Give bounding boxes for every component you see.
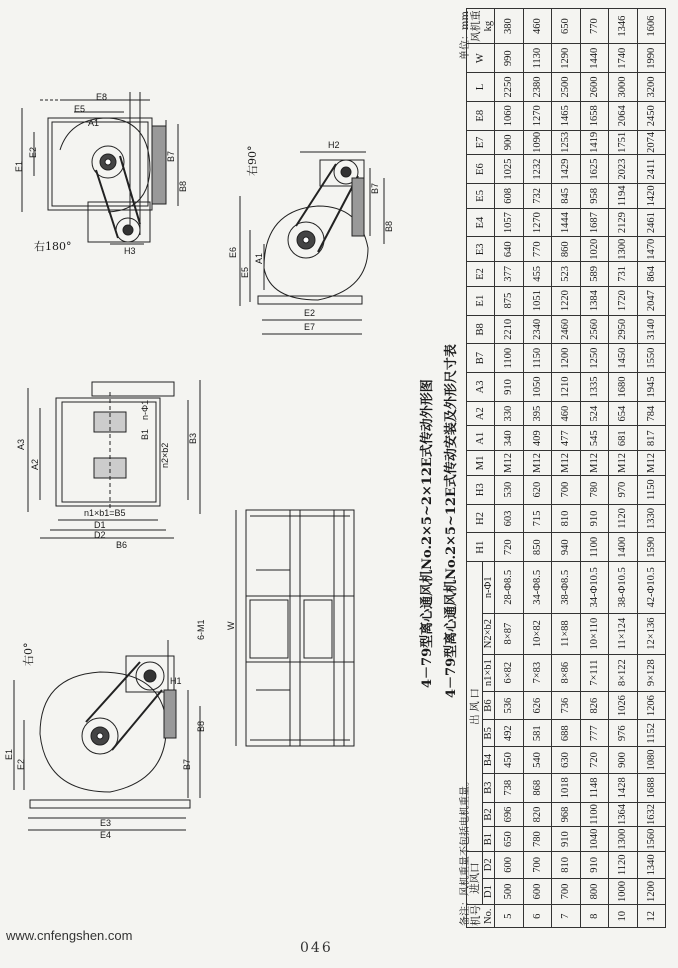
table-cell: 28-Φ8.5 <box>495 562 524 613</box>
table-cell: 968 <box>552 802 581 827</box>
table-cell: 860 <box>552 237 581 262</box>
table-cell-no: 5 <box>495 905 524 928</box>
table-cell: 1440 <box>580 44 609 73</box>
table-cell: 10×82 <box>523 613 552 654</box>
table-cell: 1050 <box>523 373 552 402</box>
label-n2xb2: n2×b2 <box>160 442 170 468</box>
table-cell: 696 <box>495 802 524 827</box>
table-cell: 492 <box>495 720 524 747</box>
table-cell: 409 <box>523 426 552 451</box>
header-A1: A1 <box>467 426 495 451</box>
label-B7-right: B7 <box>370 182 380 194</box>
header-machine: 机号 No. <box>467 905 495 928</box>
header-n-phi1: n-Φ1 <box>483 562 495 613</box>
label-E2-bottom: E2 <box>16 758 26 770</box>
header-A2: A2 <box>467 401 495 426</box>
table-cell: 395 <box>523 401 552 426</box>
table-cell: 1560 <box>637 827 666 852</box>
table-cell: 1018 <box>552 773 581 802</box>
table-cell: 2074 <box>637 130 666 155</box>
header-A3: A3 <box>467 373 495 402</box>
table-cell: 603 <box>495 504 524 533</box>
header-D2: D2 <box>483 851 495 878</box>
table-cell: 1040 <box>580 827 609 852</box>
table-cell: 976 <box>609 720 638 747</box>
header-E2: E2 <box>467 262 495 287</box>
table-cell: 700 <box>523 851 552 878</box>
table-cell: 1200 <box>552 344 581 373</box>
table-cell: 1051 <box>523 286 552 315</box>
table-cell: 1990 <box>637 44 666 73</box>
label-E1-bottom: E1 <box>4 748 14 760</box>
table-cell: 826 <box>580 691 609 720</box>
table-cell: 8×122 <box>609 654 638 691</box>
table-cell: 1232 <box>523 155 552 184</box>
header-M1: M1 <box>467 451 495 476</box>
table-cell: 1606 <box>637 9 666 44</box>
table-cell: 800 <box>580 878 609 905</box>
table-cell: 377 <box>495 262 524 287</box>
table-cell: 1340 <box>637 851 666 878</box>
table-cell: M12 <box>609 451 638 476</box>
label-E4-bottom: E4 <box>100 830 112 840</box>
table-cell: 2023 <box>609 155 638 184</box>
table-cell: 654 <box>609 401 638 426</box>
table-cell: 910 <box>580 504 609 533</box>
table-cell: 1945 <box>637 373 666 402</box>
header-E4: E4 <box>467 208 495 237</box>
table-cell: 1100 <box>580 533 609 562</box>
label-6-M1: 6-M1 <box>196 619 206 640</box>
dimension-table-rotator <box>466 0 678 928</box>
table-cell: 650 <box>495 827 524 852</box>
view-rot180 <box>22 92 178 244</box>
table-cell: 1680 <box>609 373 638 402</box>
table-cell: 1450 <box>609 344 638 373</box>
table-cell: 1150 <box>523 344 552 373</box>
table-cell: 1335 <box>580 373 609 402</box>
footnote: 备注：风机重量不包括电机重量。 <box>460 776 471 926</box>
dimension-table-wrapper <box>466 0 678 928</box>
table-cell: 1400 <box>609 533 638 562</box>
table-cell: 608 <box>495 184 524 209</box>
header-B8: B8 <box>467 315 495 344</box>
table-cell: 900 <box>609 747 638 774</box>
table-cell: 477 <box>552 426 581 451</box>
header-W: W <box>467 44 495 73</box>
table-cell: 715 <box>523 504 552 533</box>
table-cell: 1148 <box>580 773 609 802</box>
table-cell: 524 <box>580 401 609 426</box>
table-cell: 1130 <box>523 44 552 73</box>
table-cell: 8×86 <box>552 654 581 691</box>
table-cell: 780 <box>580 475 609 504</box>
table-cell: 540 <box>523 747 552 774</box>
label-E2-top: E2 <box>28 146 38 158</box>
table-cell: 2560 <box>580 315 609 344</box>
table-cell: 700 <box>552 475 581 504</box>
label-B6: B6 <box>116 540 128 550</box>
label-B7-bottom: B7 <box>182 758 192 770</box>
header-N2xb2: N2×b2 <box>483 613 495 654</box>
table-cell: 1080 <box>637 747 666 774</box>
table-cell: 1057 <box>495 208 524 237</box>
label-E6-right: E6 <box>228 246 238 258</box>
table-cell: 1470 <box>637 237 666 262</box>
label-H1-bottom: H1 <box>170 676 182 686</box>
drawing-title: 4－79型离心通风机No.2×5~2×12E式传动外形图 <box>420 379 435 688</box>
table-cell: 1751 <box>609 130 638 155</box>
table-row <box>523 9 552 928</box>
header-B2: B2 <box>483 802 495 827</box>
header-outlet: 出 风 口 <box>467 562 483 852</box>
label-B7-top: B7 <box>166 150 176 162</box>
header-B1: B1 <box>483 827 495 852</box>
table-cell: 1200 <box>637 878 666 905</box>
label-A1-top: A1 <box>88 118 100 128</box>
label-H2-right: H2 <box>328 140 340 150</box>
label-E5-top: E5 <box>74 104 86 114</box>
dimension-table <box>466 8 666 928</box>
table-cell: 3200 <box>637 73 666 102</box>
table-cell: 731 <box>609 262 638 287</box>
header-B4: B4 <box>483 747 495 774</box>
label-A1-right: A1 <box>254 252 264 264</box>
table-cell-no: 10 <box>609 905 638 928</box>
header-H1: H1 <box>467 533 495 562</box>
table-cell: 1658 <box>580 101 609 130</box>
header-E6: E6 <box>467 155 495 184</box>
label-E2-right: E2 <box>304 308 316 318</box>
header-B5: B5 <box>483 720 495 747</box>
label-B8-top: B8 <box>178 180 188 192</box>
table-cell: 500 <box>495 878 524 905</box>
table-cell: 9×128 <box>637 654 666 691</box>
table-cell: 1206 <box>637 691 666 720</box>
table-cell: 536 <box>495 691 524 720</box>
header-L: L <box>467 73 495 102</box>
label-n-phi1: n-Φ1 <box>140 399 150 420</box>
label-H3-top: H3 <box>124 246 136 256</box>
table-cell: M12 <box>637 451 666 476</box>
table-cell: 1253 <box>552 130 581 155</box>
table-cell: 1250 <box>580 344 609 373</box>
header-E1: E1 <box>467 286 495 315</box>
table-cell: 530 <box>495 475 524 504</box>
view-base-frame <box>236 510 354 746</box>
table-cell: 1429 <box>552 155 581 184</box>
table-cell: 7×111 <box>580 654 609 691</box>
table-cell: 1300 <box>609 237 638 262</box>
table-cell: 1465 <box>552 101 581 130</box>
table-cell: 720 <box>580 747 609 774</box>
table-cell: 900 <box>495 130 524 155</box>
label-E7-right: E7 <box>304 322 316 332</box>
table-cell: 640 <box>495 237 524 262</box>
table-cell: 784 <box>637 401 666 426</box>
table-cell: 1152 <box>637 720 666 747</box>
label-B8-bottom: B8 <box>196 720 206 732</box>
header-D1: D1 <box>483 878 495 905</box>
header-B6: B6 <box>483 691 495 720</box>
table-cell: 1194 <box>609 184 638 209</box>
table-cell: 455 <box>523 262 552 287</box>
table-cell: 1625 <box>580 155 609 184</box>
table-cell: 1270 <box>523 208 552 237</box>
label-E1-top: E1 <box>14 160 24 172</box>
table-cell: 626 <box>523 691 552 720</box>
table-cell: 845 <box>552 184 581 209</box>
label-rot180: 右180° <box>34 240 72 253</box>
table-cell: 2411 <box>637 155 666 184</box>
view-rot0 <box>14 640 200 830</box>
view-rot90 <box>240 152 384 334</box>
table-cell: 2064 <box>609 101 638 130</box>
table-cell: 2047 <box>637 286 666 315</box>
table-cell: 1020 <box>580 237 609 262</box>
label-A3: A3 <box>16 438 26 450</box>
table-cell: 970 <box>609 475 638 504</box>
table-cell-no: 7 <box>552 905 581 928</box>
table-cell: 2250 <box>495 73 524 102</box>
table-cell: 620 <box>523 475 552 504</box>
label-B8-right: B8 <box>384 220 394 232</box>
table-cell: 460 <box>523 9 552 44</box>
table-cell: 1000 <box>609 878 638 905</box>
table-cell: 2950 <box>609 315 638 344</box>
table-cell: 330 <box>495 401 524 426</box>
table-cell: 990 <box>495 44 524 73</box>
table-cell-no: 12 <box>637 905 666 928</box>
table-cell: 340 <box>495 426 524 451</box>
table-cell: 450 <box>495 747 524 774</box>
table-row <box>637 9 666 928</box>
table-cell-no: 8 <box>580 905 609 928</box>
table-row <box>495 9 524 928</box>
table-cell: 11×124 <box>609 613 638 654</box>
table-cell: 770 <box>580 9 609 44</box>
table-cell: 910 <box>580 851 609 878</box>
table-cell: 780 <box>523 827 552 852</box>
table-cell: 42-Φ10.5 <box>637 562 666 613</box>
table-cell: 650 <box>552 9 581 44</box>
table-cell: 1120 <box>609 504 638 533</box>
table-cell: 589 <box>580 262 609 287</box>
label-rot90: 右90° <box>246 145 259 176</box>
label-B3: B3 <box>188 432 198 444</box>
table-cell: 1150 <box>637 475 666 504</box>
table-title: 4－79型离心通风机No.2×5~12E式传动安装及外形尺寸表 <box>444 344 459 698</box>
header-E8: E8 <box>467 101 495 130</box>
header-E5: E5 <box>467 184 495 209</box>
table-cell: 460 <box>552 401 581 426</box>
header-inlet: 进风口 <box>467 851 483 904</box>
table-cell: 681 <box>609 426 638 451</box>
table-cell: 864 <box>637 262 666 287</box>
table-cell: 1687 <box>580 208 609 237</box>
table-cell: 1384 <box>580 286 609 315</box>
table-cell: 958 <box>580 184 609 209</box>
table-cell: 1100 <box>580 802 609 827</box>
table-cell: 380 <box>495 9 524 44</box>
header-B7: B7 <box>467 344 495 373</box>
table-cell: 817 <box>637 426 666 451</box>
table-cell: 1688 <box>637 773 666 802</box>
table-cell: 2460 <box>552 315 581 344</box>
table-cell: 1720 <box>609 286 638 315</box>
table-cell: 738 <box>495 773 524 802</box>
table-cell: 1330 <box>637 504 666 533</box>
label-E3-bottom: E3 <box>100 818 112 828</box>
table-cell: 875 <box>495 286 524 315</box>
table-row <box>580 9 609 928</box>
label-A2: A2 <box>30 458 40 470</box>
table-cell: 1100 <box>495 344 524 373</box>
table-cell: 600 <box>495 851 524 878</box>
table-cell: 1346 <box>609 9 638 44</box>
table-cell: 2450 <box>637 101 666 130</box>
label-n1xb1: n1×b1=B5 <box>84 508 126 518</box>
table-cell: 1026 <box>609 691 638 720</box>
table-cell: 720 <box>495 533 524 562</box>
table-cell: 1632 <box>637 802 666 827</box>
table-cell: 820 <box>523 802 552 827</box>
table-cell: 850 <box>523 533 552 562</box>
table-cell: 770 <box>523 237 552 262</box>
table-cell: 10×110 <box>580 613 609 654</box>
table-cell: 2129 <box>609 208 638 237</box>
table-cell: 1444 <box>552 208 581 237</box>
table-cell: 1428 <box>609 773 638 802</box>
table-cell: 523 <box>552 262 581 287</box>
table-cell: 38-Φ8.5 <box>552 562 581 613</box>
label-W: W <box>226 621 236 630</box>
table-cell: 1290 <box>552 44 581 73</box>
table-cell: 581 <box>523 720 552 747</box>
table-cell: 2340 <box>523 315 552 344</box>
table-cell: 700 <box>552 878 581 905</box>
label-D2: D2 <box>94 530 106 540</box>
table-cell: 1419 <box>580 130 609 155</box>
header-n1xb1: n1×b1 <box>483 654 495 691</box>
table-cell: 777 <box>580 720 609 747</box>
table-cell: 38-Φ10.5 <box>609 562 638 613</box>
table-cell: 7×83 <box>523 654 552 691</box>
table-cell: 8×87 <box>495 613 524 654</box>
table-cell: M12 <box>523 451 552 476</box>
label-B1: B1 <box>140 428 150 440</box>
table-cell: 1120 <box>609 851 638 878</box>
table-cell: 910 <box>552 827 581 852</box>
table-cell: 11×88 <box>552 613 581 654</box>
table-cell: 6×82 <box>495 654 524 691</box>
table-cell: 3140 <box>637 315 666 344</box>
table-cell: 868 <box>523 773 552 802</box>
header-B3: B3 <box>483 773 495 802</box>
table-cell: M12 <box>552 451 581 476</box>
table-header-row-1 <box>467 9 483 928</box>
header-E3: E3 <box>467 237 495 262</box>
table-cell: 600 <box>523 878 552 905</box>
footer-url: www.cnfengshen.com <box>6 928 133 943</box>
label-D1: D1 <box>94 520 106 530</box>
table-cell: 732 <box>523 184 552 209</box>
table-cell: 2210 <box>495 315 524 344</box>
table-cell: 688 <box>552 720 581 747</box>
table-cell: 2600 <box>580 73 609 102</box>
label-rot0: 右0° <box>22 642 35 666</box>
table-cell: 2461 <box>637 208 666 237</box>
table-cell: 810 <box>552 504 581 533</box>
table-cell: 34-Φ10.5 <box>580 562 609 613</box>
table-cell-no: 6 <box>523 905 552 928</box>
table-cell: 1590 <box>637 533 666 562</box>
table-row <box>609 9 638 928</box>
header-H3: H3 <box>467 475 495 504</box>
table-cell: 810 <box>552 851 581 878</box>
table-cell: 1210 <box>552 373 581 402</box>
table-cell: M12 <box>580 451 609 476</box>
table-cell: 1740 <box>609 44 638 73</box>
table-cell: 2380 <box>523 73 552 102</box>
table-cell: 630 <box>552 747 581 774</box>
table-cell: 910 <box>495 373 524 402</box>
table-cell: 1300 <box>609 827 638 852</box>
header-weight: 风机重 kg <box>467 9 495 44</box>
table-cell: 736 <box>552 691 581 720</box>
table-cell: 940 <box>552 533 581 562</box>
unit-note: 单位：mm <box>460 11 471 60</box>
header-E7: E7 <box>467 130 495 155</box>
table-cell: 1220 <box>552 286 581 315</box>
table-cell: 1550 <box>637 344 666 373</box>
table-cell: 1364 <box>609 802 638 827</box>
label-E8-top: E8 <box>96 92 108 102</box>
table-cell: 1025 <box>495 155 524 184</box>
table-cell: 1090 <box>523 130 552 155</box>
table-cell: 545 <box>580 426 609 451</box>
table-body <box>495 9 666 928</box>
table-cell: 3000 <box>609 73 638 102</box>
table-cell: 12×136 <box>637 613 666 654</box>
table-cell: 2500 <box>552 73 581 102</box>
header-H2: H2 <box>467 504 495 533</box>
table-row <box>552 9 581 928</box>
table-cell: 1270 <box>523 101 552 130</box>
label-E5-right: E5 <box>240 266 250 278</box>
table-cell: M12 <box>495 451 524 476</box>
table-cell: 1060 <box>495 101 524 130</box>
table-cell: 34-Φ8.5 <box>523 562 552 613</box>
page-number: 046 <box>300 940 333 956</box>
table-cell: 1420 <box>637 184 666 209</box>
